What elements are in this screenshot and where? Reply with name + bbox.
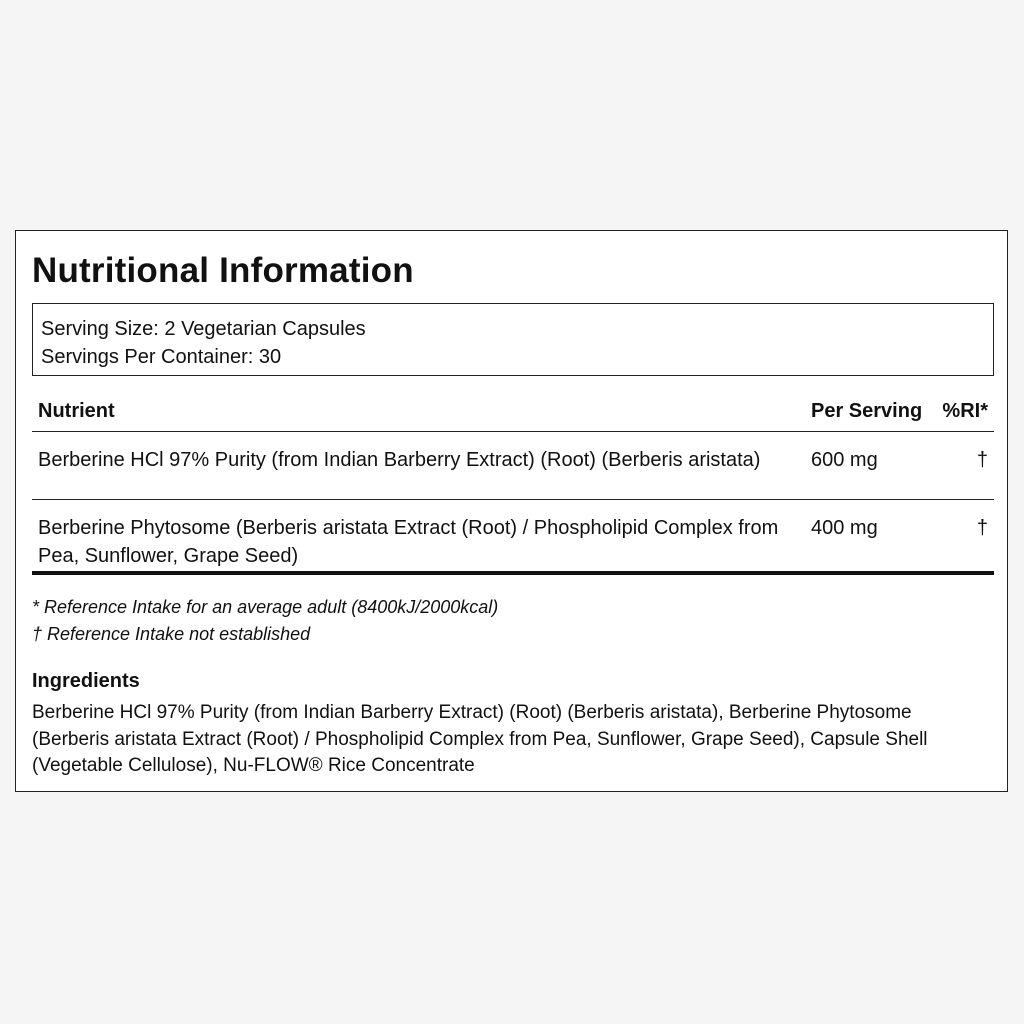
nutrient-name: Berberine Phytosome (Berberis aristata Extract (Root) / Phospholipid Complex from Pea, Sunflower, Grape Seed) — [38, 517, 779, 567]
nutrient-ri: † — [976, 517, 988, 539]
ingredients-heading: Ingredients — [32, 670, 140, 692]
footnote-not-established: † Reference Intake not established — [32, 624, 311, 644]
nutrient-amount: 400 mg — [811, 517, 878, 539]
nutrition-panel — [15, 230, 1008, 792]
header-ri: %RI* — [942, 400, 988, 422]
panel-title: Nutritional Information — [32, 251, 414, 290]
header-per-serving: Per Serving — [811, 400, 923, 422]
table-header-row — [32, 391, 994, 432]
table-row — [32, 432, 994, 500]
nutrient-ri: † — [976, 449, 988, 471]
serving-size: Serving Size: 2 Vegetarian Capsules — [41, 318, 366, 340]
ingredients-text: Berberine HCl 97% Purity (from Indian Barberry Extract) (Root) (Berberis aristata), Berberine Phytosome (Berberis aristata Extract (Root) / Phospholipid Complex from Pea, Sunflower, Grape Seed), Capsule Shell (Vegetable Cellulose), Nu-FLOW® Rice Concentrate — [32, 702, 928, 776]
servings-per-container: Servings Per Container: 30 — [41, 346, 282, 368]
nutrient-table — [32, 391, 994, 575]
footnote-reference-intake: * Reference Intake for an average adult (8400kJ/2000kcal) — [32, 597, 499, 617]
nutrient-amount: 600 mg — [811, 449, 878, 471]
header-nutrient: Nutrient — [38, 400, 115, 422]
serving-info-box — [32, 303, 994, 376]
footnotes — [32, 594, 992, 648]
nutrient-name: Berberine HCl 97% Purity (from Indian Barberry Extract) (Root) (Berberis aristata) — [38, 449, 761, 471]
table-row — [32, 500, 994, 575]
